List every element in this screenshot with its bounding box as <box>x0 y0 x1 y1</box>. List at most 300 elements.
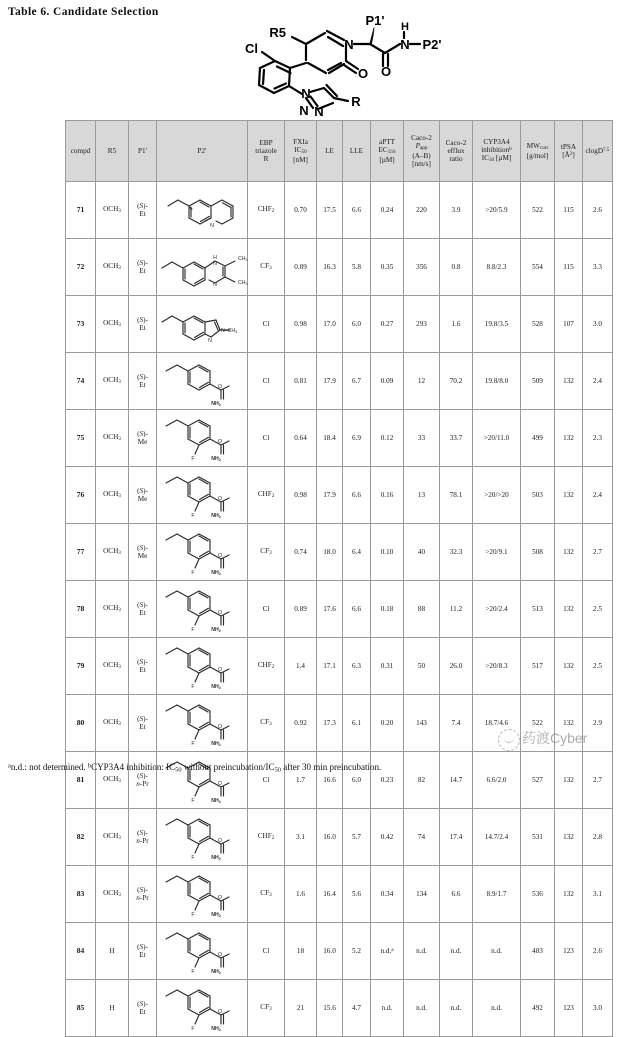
table-header <box>66 121 613 182</box>
cell-p1-prime: (S)- Me <box>129 524 157 581</box>
cell-p1-prime: (S)- Et <box>129 182 157 239</box>
cell-p1-prime: (S)- Me <box>129 467 157 524</box>
cell-p2-prime-structure <box>157 866 248 923</box>
atom-label-nh: H <box>213 255 217 261</box>
cell-tpsa: 132 <box>555 524 583 581</box>
cell-caco2-efflux: 3.9 <box>440 182 473 239</box>
p2-structure-fluoro-benzamide <box>161 925 243 977</box>
cell-p2-prime-structure <box>157 752 248 809</box>
cell-p1-prime: (S)- Et <box>129 923 157 980</box>
atom-label-n: N <box>210 223 214 229</box>
cell-p2-prime-structure <box>157 296 248 353</box>
cell-compd: 79 <box>66 638 96 695</box>
cell-lle: 6.6 <box>343 581 371 638</box>
cell-lle: 4.7 <box>343 980 371 1037</box>
cell-cyp3a4-inhibition: n.d. <box>473 980 521 1037</box>
cell-r5: $OCH_3$ <box>96 866 129 923</box>
cell-r5: $OCH_3$ <box>96 752 129 809</box>
cell-mw: 522 <box>521 695 555 752</box>
cell-caco2-papp: 82 <box>404 752 440 809</box>
atom-label-nh2: NH2 <box>211 513 221 519</box>
table-row <box>66 182 613 239</box>
cell-p1-prime: (S)- Et <box>129 980 157 1037</box>
cell-r5: H <box>96 923 129 980</box>
cell-le: 17.1 <box>317 638 343 695</box>
col-header-caco2-papp: Caco-2 $P_{app}$ (A–B) [nm/s] <box>404 121 440 182</box>
atom-label-f: F <box>191 1026 195 1032</box>
cell-fxia-ic50: 3.1 <box>285 809 317 866</box>
cell-lle: 5.7 <box>343 809 371 866</box>
cell-compd: 76 <box>66 467 96 524</box>
cell-caco2-efflux: 17.4 <box>440 809 473 866</box>
cell-ebp-triazole-r: $CF_3$ <box>248 524 285 581</box>
cell-p2-prime-structure <box>157 182 248 239</box>
col-header-mw: $MW_{corr}$ [g/mol] <box>521 121 555 182</box>
cell-ebp-triazole-r: Cl <box>248 923 285 980</box>
cell-tpsa: 132 <box>555 638 583 695</box>
cell-caco2-efflux: 78.1 <box>440 467 473 524</box>
atom-label-o: O <box>217 439 223 445</box>
cell-aptt-ec150: 0.24 <box>371 182 404 239</box>
cell-caco2-papp: 12 <box>404 353 440 410</box>
atom-label-nh2: NH2 <box>211 627 221 633</box>
cell-caco2-papp: n.d. <box>404 980 440 1037</box>
cell-compd: 75 <box>66 410 96 467</box>
cell-p2-prime-structure <box>157 923 248 980</box>
atom-label-n-ch3: N–CH3 <box>221 328 238 334</box>
cell-r5: $OCH_3$ <box>96 524 129 581</box>
cell-le: 18.4 <box>317 410 343 467</box>
atom-label-nh2: NH2 <box>211 741 221 747</box>
watermark-text: 药渡Cyber <box>522 730 588 746</box>
cell-lle: 5.6 <box>343 866 371 923</box>
label-amide-nitrogen: N <box>400 37 410 52</box>
cell-p2-prime-structure <box>157 695 248 752</box>
cell-clogd: 2.3 <box>583 410 613 467</box>
cell-p2-prime-structure <box>157 467 248 524</box>
cell-aptt-ec150: n.d.$^a$ <box>371 923 404 980</box>
p2-structure-fluoro-benzamide <box>161 583 243 635</box>
atom-label-n1: N <box>213 261 217 267</box>
cell-caco2-efflux: n.d. <box>440 923 473 980</box>
cell-clogd: 2.8 <box>583 809 613 866</box>
cell-le: 16.0 <box>317 809 343 866</box>
p2-structure-dimethyl-quinoxaline <box>158 244 250 290</box>
cell-clogd: 2.7 <box>583 524 613 581</box>
cell-p1-prime: (S)- n-Pr <box>129 809 157 866</box>
col-header-p2-prime: P2' <box>157 121 248 182</box>
cell-caco2-efflux: 7.4 <box>440 695 473 752</box>
p2-structure-methyl-indazole <box>158 302 250 346</box>
atom-label-f: F <box>191 456 195 462</box>
cell-caco2-efflux: 33.7 <box>440 410 473 467</box>
cell-le: 16.3 <box>317 239 343 296</box>
cell-caco2-efflux: 1.6 <box>440 296 473 353</box>
cell-p1-prime: (S)- Et <box>129 239 157 296</box>
cell-aptt-ec150: 0.35 <box>371 239 404 296</box>
p2-structure-fluoro-benzamide <box>161 640 243 692</box>
atom-label-o: O <box>217 724 223 730</box>
label-p2-prime: P2' <box>422 37 442 52</box>
cell-fxia-ic50: 0.64 <box>285 410 317 467</box>
cell-mw: 503 <box>521 467 555 524</box>
cell-le: 17.9 <box>317 467 343 524</box>
cell-caco2-efflux: 6.6 <box>440 866 473 923</box>
atom-label-f: F <box>191 570 195 576</box>
cell-caco2-papp: 33 <box>404 410 440 467</box>
label-triazole-n3: N <box>314 104 324 119</box>
cell-compd: 73 <box>66 296 96 353</box>
cell-fxia-ic50: 18 <box>285 923 317 980</box>
cell-p2-prime-structure <box>157 581 248 638</box>
cell-clogd: 2.6 <box>583 923 613 980</box>
p2-structure-quinoline <box>162 188 242 232</box>
atom-label-nh2: NH2 <box>211 570 221 576</box>
cell-mw: 513 <box>521 581 555 638</box>
cell-lle: 6.3 <box>343 638 371 695</box>
label-triazole-n1: N <box>301 86 311 101</box>
cell-p2-prime-structure <box>157 353 248 410</box>
candidate-selection-table-wrapper <box>65 120 610 1037</box>
cell-mw: 499 <box>521 410 555 467</box>
cell-clogd: 2.4 <box>583 467 613 524</box>
cell-r5: $OCH_3$ <box>96 581 129 638</box>
cell-ebp-triazole-r: Cl <box>248 581 285 638</box>
col-header-cyp3a4-inhibition: CYP3A4 inhibition$^b$ $IC_{50}$ [µM] <box>473 121 521 182</box>
atom-label-f: F <box>191 912 195 918</box>
table-row <box>66 923 613 980</box>
cell-clogd: 3.3 <box>583 239 613 296</box>
col-header-p1-prime: P1' <box>129 121 157 182</box>
cell-cyp3a4-inhibition: n.d. <box>473 923 521 980</box>
col-header-le: LE <box>317 121 343 182</box>
table-row <box>66 296 613 353</box>
cell-caco2-efflux: 0.8 <box>440 239 473 296</box>
table-row <box>66 809 613 866</box>
cell-lle: 6.6 <box>343 182 371 239</box>
label-triazole-n2: N <box>299 103 309 118</box>
atom-label-f: F <box>191 513 195 519</box>
cell-lle: 6.1 <box>343 695 371 752</box>
atom-label-nh2: NH2 <box>211 401 221 407</box>
cell-cyp3a4-inhibition: 18.7/4.6 <box>473 695 521 752</box>
cell-tpsa: 115 <box>555 182 583 239</box>
cell-mw: 509 <box>521 353 555 410</box>
cell-clogd: 3.0 <box>583 296 613 353</box>
candidate-selection-table <box>65 120 613 1037</box>
cell-clogd: 3.1 <box>583 866 613 923</box>
table-row <box>66 638 613 695</box>
cell-aptt-ec150: 0.20 <box>371 695 404 752</box>
table-footnote: $^a$n.d.: not determined. $^b$CYP3A4 inhibition: $IC_{50}$ without preincubation/$IC_{50}$ after 30 min preincubation. <box>8 762 382 774</box>
cell-caco2-efflux: 14.7 <box>440 752 473 809</box>
cell-r5: $OCH_3$ <box>96 809 129 866</box>
cell-cyp3a4-inhibition: 8.9/1.7 <box>473 866 521 923</box>
cell-ebp-triazole-r: Cl <box>248 353 285 410</box>
cell-fxia-ic50: 0.98 <box>285 467 317 524</box>
cell-lle: 6.0 <box>343 296 371 353</box>
cell-tpsa: 132 <box>555 752 583 809</box>
atom-label-f: F <box>191 741 195 747</box>
cell-aptt-ec150: 0.34 <box>371 866 404 923</box>
atom-label-o: O <box>217 553 223 559</box>
cell-ebp-triazole-r: $CHF_2$ <box>248 638 285 695</box>
table-row <box>66 695 613 752</box>
cell-lle: 5.2 <box>343 923 371 980</box>
cell-le: 17.0 <box>317 296 343 353</box>
atom-label-ch3-a: CH3 <box>238 256 248 262</box>
cell-ebp-triazole-r: $CHF_2$ <box>248 467 285 524</box>
cell-tpsa: 123 <box>555 980 583 1037</box>
p2-structure-benzamide <box>161 355 243 407</box>
col-header-fxia-ic50: FXIa $IC_{50}$ [nM] <box>285 121 317 182</box>
atom-label-o: O <box>217 496 223 502</box>
cell-r5: $OCH_3$ <box>96 239 129 296</box>
atom-label-nh2: NH2 <box>211 684 221 690</box>
cell-clogd: 2.7 <box>583 752 613 809</box>
cell-tpsa: 132 <box>555 467 583 524</box>
cell-ebp-triazole-r: $CF_3$ <box>248 695 285 752</box>
cell-mw: 483 <box>521 923 555 980</box>
cell-compd: 78 <box>66 581 96 638</box>
table-row <box>66 410 613 467</box>
cell-tpsa: 107 <box>555 296 583 353</box>
cell-clogd: 3.0 <box>583 980 613 1037</box>
cell-lle: 6.7 <box>343 353 371 410</box>
col-header-compd: compd <box>66 121 96 182</box>
cell-caco2-papp: 88 <box>404 581 440 638</box>
cell-clogd: 2.5 <box>583 581 613 638</box>
cell-mw: 536 <box>521 866 555 923</box>
table-row <box>66 467 613 524</box>
cell-caco2-papp: 74 <box>404 809 440 866</box>
cell-mw: 528 <box>521 296 555 353</box>
atom-label-nh2: NH2 <box>211 456 221 462</box>
cell-cyp3a4-inhibition: >20/9.1 <box>473 524 521 581</box>
cell-ebp-triazole-r: $CF_3$ <box>248 866 285 923</box>
label-p1-prime: P1' <box>365 13 385 28</box>
cell-tpsa: 132 <box>555 695 583 752</box>
cell-r5: $OCH_3$ <box>96 353 129 410</box>
cell-p2-prime-structure <box>157 524 248 581</box>
cell-tpsa: 132 <box>555 353 583 410</box>
cell-tpsa: 132 <box>555 581 583 638</box>
cell-clogd: 2.9 <box>583 695 613 752</box>
label-r5: R5 <box>269 25 286 40</box>
cell-mw: 492 <box>521 980 555 1037</box>
p2-structure-fluoro-benzamide <box>161 811 243 863</box>
atom-label-f: F <box>191 627 195 633</box>
cell-lle: 6.0 <box>343 752 371 809</box>
cell-caco2-papp: 356 <box>404 239 440 296</box>
cell-r5: $OCH_3$ <box>96 467 129 524</box>
label-ketone-oxygen: O <box>357 66 369 81</box>
cell-aptt-ec150: 0.42 <box>371 809 404 866</box>
cell-cyp3a4-inhibition: >20/>20 <box>473 467 521 524</box>
cell-aptt-ec150: 0.31 <box>371 638 404 695</box>
cell-fxia-ic50: 0.92 <box>285 695 317 752</box>
cell-le: 16.0 <box>317 923 343 980</box>
atom-label-o: O <box>217 610 223 616</box>
core-structure-diagram <box>228 8 468 120</box>
cell-p1-prime: (S)- Me <box>129 410 157 467</box>
cell-cyp3a4-inhibition: 14.7/2.4 <box>473 809 521 866</box>
cell-fxia-ic50: 0.98 <box>285 296 317 353</box>
cell-p2-prime-structure <box>157 239 248 296</box>
atom-label-nh2: NH2 <box>211 798 221 804</box>
col-header-r5: R5 <box>96 121 129 182</box>
cell-cyp3a4-inhibition: >20/11.0 <box>473 410 521 467</box>
atom-label-f: F <box>191 798 195 804</box>
atom-label-f: F <box>191 969 195 975</box>
cell-clogd: 2.5 <box>583 638 613 695</box>
cell-fxia-ic50: 0.81 <box>285 353 317 410</box>
atom-label-nh2: NH2 <box>211 912 221 918</box>
col-header-lle: LLE <box>343 121 371 182</box>
col-header-ebp-triazole-r: EBP triazole R <box>248 121 285 182</box>
cell-lle: 6.6 <box>343 467 371 524</box>
cell-mw: 527 <box>521 752 555 809</box>
cell-le: 17.9 <box>317 353 343 410</box>
cell-fxia-ic50: 1.4 <box>285 638 317 695</box>
cell-p2-prime-structure <box>157 410 248 467</box>
cell-compd: 80 <box>66 695 96 752</box>
cell-ebp-triazole-r: $CF_3$ <box>248 980 285 1037</box>
cell-compd: 85 <box>66 980 96 1037</box>
cell-clogd: 2.4 <box>583 353 613 410</box>
page-title: Table 6. Candidate Selection <box>8 6 159 18</box>
cell-fxia-ic50: 1.7 <box>285 752 317 809</box>
cell-p2-prime-structure <box>157 980 248 1037</box>
atom-label-o: O <box>217 1009 223 1015</box>
cell-tpsa: 115 <box>555 239 583 296</box>
cell-le: 15.6 <box>317 980 343 1037</box>
cell-cyp3a4-inhibition: 8.8/2.3 <box>473 239 521 296</box>
cell-le: 17.5 <box>317 182 343 239</box>
table-row <box>66 353 613 410</box>
table-row <box>66 239 613 296</box>
atom-label-o: O <box>217 952 223 958</box>
cell-caco2-papp: 40 <box>404 524 440 581</box>
header-row <box>66 121 613 182</box>
cell-aptt-ec150: 0.16 <box>371 467 404 524</box>
cell-caco2-papp: 293 <box>404 296 440 353</box>
cell-fxia-ic50: 0.74 <box>285 524 317 581</box>
cell-aptt-ec150: 0.23 <box>371 752 404 809</box>
label-amide-oxygen: O <box>380 64 392 79</box>
cell-le: 16.6 <box>317 752 343 809</box>
atom-label-o: O <box>217 384 223 390</box>
cell-mw: 522 <box>521 182 555 239</box>
cell-caco2-papp: 143 <box>404 695 440 752</box>
cell-cyp3a4-inhibition: >20/5.9 <box>473 182 521 239</box>
cell-ebp-triazole-r: Cl <box>248 410 285 467</box>
atom-label-nh2: NH2 <box>211 969 221 975</box>
col-header-caco2-efflux: Caco-2 efflux ratio <box>440 121 473 182</box>
table-row <box>66 581 613 638</box>
p2-structure-fluoro-benzamide <box>161 697 243 749</box>
cell-ebp-triazole-r: Cl <box>248 296 285 353</box>
cell-p1-prime: (S)- n-Pr <box>129 752 157 809</box>
cell-compd: 82 <box>66 809 96 866</box>
cell-mw: 517 <box>521 638 555 695</box>
cell-clogd: 2.6 <box>583 182 613 239</box>
cell-caco2-papp: n.d. <box>404 923 440 980</box>
atom-label-f: F <box>191 684 195 690</box>
cell-cyp3a4-inhibition: 19.8/3.5 <box>473 296 521 353</box>
cell-cyp3a4-inhibition: >20/8.3 <box>473 638 521 695</box>
atom-label-ch3-b: CH3 <box>238 280 248 286</box>
cell-ebp-triazole-r: Cl <box>248 752 285 809</box>
cell-lle: 6.4 <box>343 524 371 581</box>
atom-label-n2: N <box>213 282 217 288</box>
cell-ebp-triazole-r: $CHF_2$ <box>248 182 285 239</box>
p2-structure-fluoro-benzamide <box>161 526 243 578</box>
cell-mw: 531 <box>521 809 555 866</box>
atom-label-f: F <box>191 855 195 861</box>
cell-tpsa: 132 <box>555 410 583 467</box>
cell-r5: H <box>96 980 129 1037</box>
cell-aptt-ec150: n.d. <box>371 980 404 1037</box>
cell-tpsa: 132 <box>555 866 583 923</box>
cell-caco2-papp: 220 <box>404 182 440 239</box>
p2-structure-fluoro-benzamide <box>161 982 243 1034</box>
cell-r5: $OCH_3$ <box>96 638 129 695</box>
atom-label-n-ring: N <box>208 338 212 344</box>
cell-compd: 83 <box>66 866 96 923</box>
cell-cyp3a4-inhibition: >20/2.4 <box>473 581 521 638</box>
cell-p1-prime: (S)- Et <box>129 695 157 752</box>
atom-label-nh2: NH2 <box>211 1026 221 1032</box>
table-row <box>66 752 613 809</box>
cell-caco2-efflux: 26.0 <box>440 638 473 695</box>
cell-r5: $OCH_3$ <box>96 410 129 467</box>
p2-structure-fluoro-benzamide <box>161 469 243 521</box>
cell-fxia-ic50: 0.70 <box>285 182 317 239</box>
col-header-aptt-ec150: aPTT $EC_{150}$ [µM] <box>371 121 404 182</box>
cell-caco2-papp: 13 <box>404 467 440 524</box>
cell-fxia-ic50: 0.89 <box>285 581 317 638</box>
cell-lle: 6.9 <box>343 410 371 467</box>
atom-label-o: O <box>217 838 223 844</box>
cell-le: 17.3 <box>317 695 343 752</box>
label-cl: Cl <box>245 41 258 56</box>
cell-compd: 74 <box>66 353 96 410</box>
cell-caco2-efflux: 70.2 <box>440 353 473 410</box>
cell-p1-prime: (S)- Et <box>129 638 157 695</box>
cell-compd: 84 <box>66 923 96 980</box>
cell-r5: $OCH_3$ <box>96 695 129 752</box>
cell-le: 16.4 <box>317 866 343 923</box>
table-body <box>66 182 613 1037</box>
cell-cyp3a4-inhibition: 19.8/8.0 <box>473 353 521 410</box>
label-amide-hydrogen: H <box>401 21 409 33</box>
cell-compd: 81 <box>66 752 96 809</box>
cell-p1-prime: (S)- Et <box>129 581 157 638</box>
atom-label-o: O <box>217 667 223 673</box>
cell-p2-prime-structure <box>157 638 248 695</box>
cell-tpsa: 132 <box>555 809 583 866</box>
p2-structure-fluoro-benzamide <box>161 868 243 920</box>
cell-p1-prime: (S)- Et <box>129 296 157 353</box>
atom-label-o: O <box>217 895 223 901</box>
atom-label-nh2: NH2 <box>211 855 221 861</box>
table-row <box>66 980 613 1037</box>
cell-r5: $OCH_3$ <box>96 296 129 353</box>
cell-fxia-ic50: 0.89 <box>285 239 317 296</box>
cell-compd: 72 <box>66 239 96 296</box>
cell-tpsa: 123 <box>555 923 583 980</box>
